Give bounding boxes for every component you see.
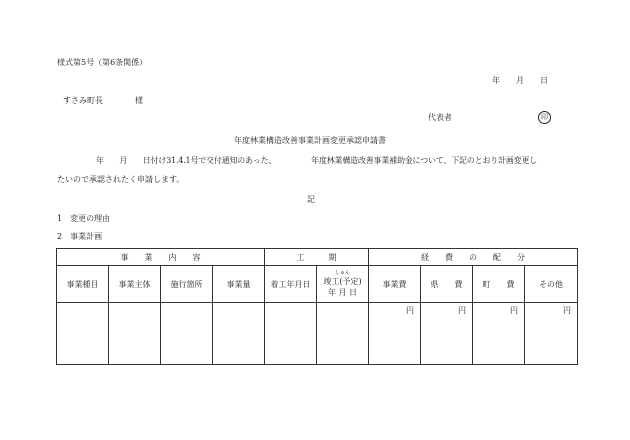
header-business-content: 事 業 内 容 bbox=[57, 249, 265, 266]
document-title: 年度林業構造改善事業計画変更承認申請書 bbox=[234, 136, 386, 145]
col-location: 施行箇所 bbox=[161, 266, 213, 303]
form-number: 様式第5号（第6条関係） bbox=[57, 58, 148, 67]
col-quantity: 事業量 bbox=[213, 266, 265, 303]
plan-table bbox=[56, 248, 578, 365]
representative-label: 代表者 bbox=[428, 113, 452, 122]
item-business-plan: 2 事業計画 bbox=[57, 232, 103, 241]
cell-location[interactable] bbox=[161, 303, 213, 365]
body-line-1: 年 月 日付け31.4.1号で交付通知のあった、 年度林業構造改善事業補助金について、下記のとおり計画変更し bbox=[96, 156, 538, 165]
col-other: その他 bbox=[525, 266, 578, 303]
header-cost-allocation: 経 費 の 配 分 bbox=[369, 249, 578, 266]
completion-date-label: 年 月 日 bbox=[327, 288, 358, 297]
item-change-reason: 1 変更の理由 bbox=[57, 214, 111, 223]
cell-quantity[interactable] bbox=[213, 303, 265, 365]
col-business-cost: 事業費 bbox=[369, 266, 421, 303]
addressee: すさみ町長 様 bbox=[63, 96, 143, 105]
header-construction-period: 工 期 bbox=[265, 249, 369, 266]
cell-completion-date[interactable] bbox=[317, 303, 369, 365]
date-line: 年 月 日 bbox=[492, 76, 548, 85]
completion-label: 竣工(予定) bbox=[323, 277, 362, 286]
cell-business-type[interactable] bbox=[57, 303, 109, 365]
ki-mark: 記 bbox=[307, 195, 315, 204]
cell-start-date[interactable] bbox=[265, 303, 317, 365]
col-prefecture-cost: 県 費 bbox=[421, 266, 473, 303]
cell-prefecture-cost[interactable]: 円 bbox=[421, 303, 473, 365]
col-business-type: 事業種目 bbox=[57, 266, 109, 303]
col-business-entity: 事業主体 bbox=[109, 266, 161, 303]
body-line-2: たいので承認されたく申請します。 bbox=[57, 175, 185, 184]
completion-furigana: しゅん bbox=[334, 270, 350, 276]
cell-other[interactable]: 円 bbox=[525, 303, 578, 365]
col-completion-date bbox=[317, 266, 369, 303]
cell-business-entity[interactable] bbox=[109, 303, 161, 365]
cell-town-cost[interactable]: 円 bbox=[473, 303, 525, 365]
seal-mark: 印 bbox=[538, 111, 551, 124]
col-town-cost: 町 費 bbox=[473, 266, 525, 303]
col-start-date: 着工年月日 bbox=[265, 266, 317, 303]
cell-business-cost[interactable]: 円 bbox=[369, 303, 421, 365]
